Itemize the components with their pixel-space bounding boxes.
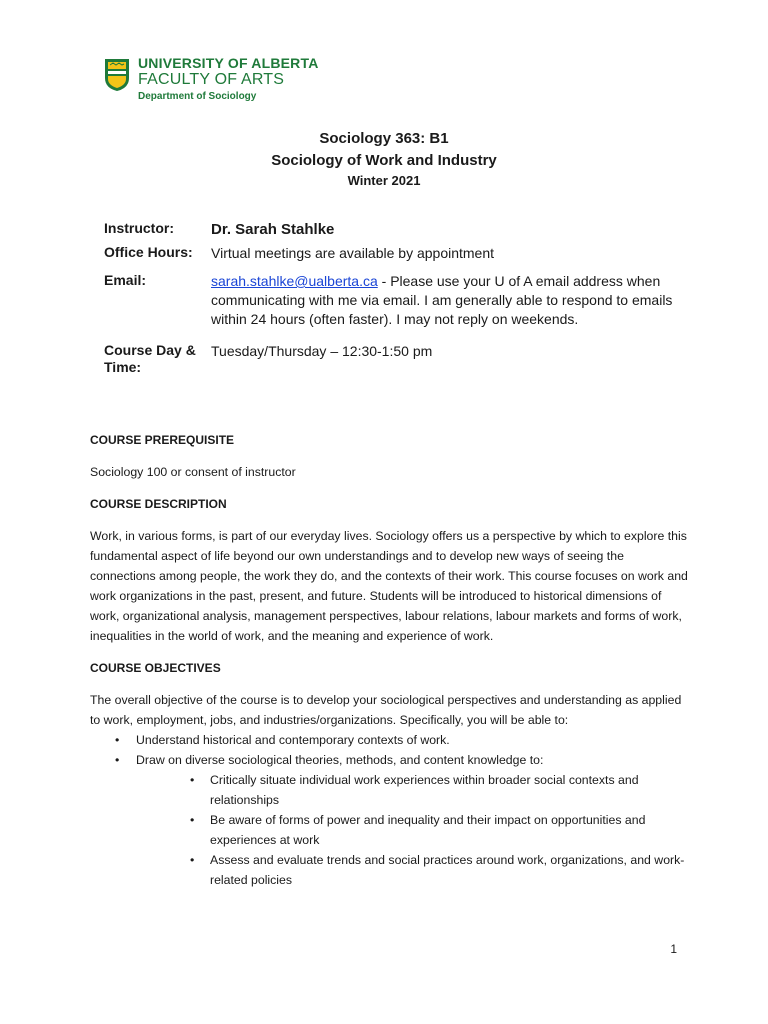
course-day-label: Course Day & Time: — [104, 342, 196, 375]
course-day-row — [104, 342, 704, 376]
office-hours-value: Virtual meetings are available by appointment — [211, 245, 495, 261]
university-shield-icon — [104, 58, 130, 92]
list-item-text: Draw on diverse sociological theories, methods, and content knowledge to: — [136, 753, 544, 767]
course-name: Sociology of Work and Industry — [271, 152, 497, 169]
instructor-name: Dr. Sarah Stahlke — [211, 221, 335, 238]
course-code: Sociology 363: B1 — [319, 130, 449, 147]
objectives-intro: The overall objective of the course is to develop your sociological perspectives and understanding as applied to work, employment, jobs, and industries/organizations. Specifically, you will be able to: — [90, 693, 682, 727]
list-item: • Critically situate individual work experiences within broader social contexts and relationships — [136, 770, 710, 810]
instructor-row — [104, 218, 704, 244]
list-item — [90, 750, 690, 890]
description-text: Work, in various forms, is part of our everyday lives. Sociology offers us a perspective by which to explore this fundamental aspect of life beyond our own understandings and to develop new ways of seeing the connections among people, the work they do, and the contexts of their work. This course focuses on work and work organizations in the past, present, and future. Students will be introduced to historical dimensions of work, organizational analysis, management perspectives, labour relations, labour markets and forms of work, inequalities in the world of work, and the meaning and experience of work. — [90, 529, 688, 643]
email-value — [211, 272, 681, 342]
prereq-heading: COURSE PREREQUISITE — [90, 433, 235, 447]
email-link[interactable]: sarah.stahlke@ualberta.ca — [211, 273, 378, 289]
office-hours-row — [104, 244, 704, 272]
course-day-value: Tuesday/Thursday – 12:30-1:50 pm — [211, 343, 433, 359]
page-number: 1 — [670, 942, 677, 956]
email-row — [104, 272, 704, 342]
objectives-heading: COURSE OBJECTIVES — [90, 661, 221, 675]
email-note: - Please use your U of A email address when communicating with me via email. I am generally able to respond to emails within 24 hours (often faster). I may not reply on weekends. — [211, 273, 673, 327]
list-item: • Understand historical and contemporary contexts of work. — [90, 730, 690, 750]
syllabus-content — [90, 430, 690, 890]
objectives-list — [90, 730, 690, 890]
title-block — [0, 128, 768, 190]
university-name: UNIVERSITY OF ALBERTA — [138, 55, 319, 71]
faculty-name: FACULTY OF ARTS — [138, 71, 285, 88]
instructor-label: Instructor: — [104, 220, 174, 236]
objectives-sublist — [136, 770, 690, 890]
list-item: • Be aware of forms of power and inequality and their impact on opportunities and experiences at work — [136, 810, 710, 850]
list-item: • Assess and evaluate trends and social practices around work, organizations, and work-related policies — [136, 850, 710, 890]
description-heading: COURSE DESCRIPTION — [90, 497, 227, 511]
department-name: Department of Sociology — [138, 91, 257, 102]
prereq-text: Sociology 100 or consent of instructor — [90, 465, 296, 479]
course-term: Winter 2021 — [347, 173, 421, 188]
office-hours-label: Office Hours: — [104, 244, 193, 260]
university-logo — [104, 56, 319, 102]
email-label: Email: — [104, 272, 147, 288]
course-info-table — [104, 218, 704, 376]
